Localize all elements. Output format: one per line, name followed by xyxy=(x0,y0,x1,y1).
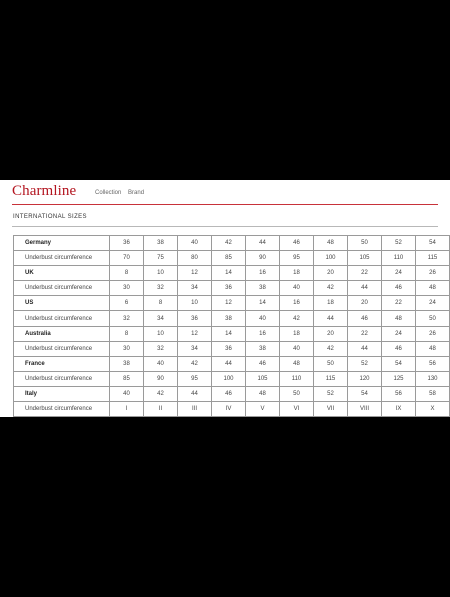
size-cell: 24 xyxy=(382,266,416,281)
size-cell: 50 xyxy=(280,386,314,401)
size-cell: 40 xyxy=(144,356,178,371)
size-cell: 8 xyxy=(110,326,144,341)
size-cell: V xyxy=(246,402,280,417)
country-size-row xyxy=(14,356,450,371)
size-cell: 42 xyxy=(212,236,246,251)
size-table xyxy=(13,235,450,417)
size-cell: 46 xyxy=(382,341,416,356)
size-cell: 20 xyxy=(348,296,382,311)
size-cell: 26 xyxy=(416,326,450,341)
country-label: Germany xyxy=(14,236,110,251)
measurement-label: Underbust circumference xyxy=(14,341,110,356)
measurement-label: Underbust circumference xyxy=(14,371,110,386)
size-cell: 22 xyxy=(382,296,416,311)
size-cell: 36 xyxy=(110,236,144,251)
size-cell: 40 xyxy=(110,386,144,401)
size-cell: 120 xyxy=(348,371,382,386)
top-nav xyxy=(95,190,149,196)
size-cell: 58 xyxy=(416,386,450,401)
measurement-row xyxy=(14,311,450,326)
size-cell: 40 xyxy=(178,236,212,251)
size-cell: 50 xyxy=(314,356,348,371)
size-cell: 10 xyxy=(144,266,178,281)
size-cell: 46 xyxy=(212,386,246,401)
measurement-row xyxy=(14,251,450,266)
country-label: US xyxy=(14,296,110,311)
size-cell: 50 xyxy=(416,311,450,326)
size-cell: 16 xyxy=(280,296,314,311)
size-cell: 85 xyxy=(212,251,246,266)
size-cell: 115 xyxy=(314,371,348,386)
measurement-row xyxy=(14,341,450,356)
size-cell: 48 xyxy=(280,356,314,371)
size-cell: X xyxy=(416,402,450,417)
size-cell: VIII xyxy=(348,402,382,417)
size-cell: 75 xyxy=(144,251,178,266)
size-cell: 48 xyxy=(314,236,348,251)
size-cell: 14 xyxy=(246,296,280,311)
measurement-label: Underbust circumference xyxy=(14,281,110,296)
size-cell: 42 xyxy=(314,281,348,296)
size-cell: 54 xyxy=(416,236,450,251)
size-cell: 42 xyxy=(144,386,178,401)
size-cell: 20 xyxy=(314,326,348,341)
size-cell: 42 xyxy=(280,311,314,326)
size-cell: 30 xyxy=(110,281,144,296)
size-cell: VII xyxy=(314,402,348,417)
size-cell: 38 xyxy=(246,341,280,356)
measurement-label: Underbust circumference xyxy=(14,402,110,417)
size-cell: 48 xyxy=(416,341,450,356)
header xyxy=(12,183,438,203)
size-cell: 56 xyxy=(382,386,416,401)
measurement-label: Underbust circumference xyxy=(14,251,110,266)
size-cell: 90 xyxy=(246,251,280,266)
measurement-label: Underbust circumference xyxy=(14,311,110,326)
size-cell: 125 xyxy=(382,371,416,386)
size-cell: 36 xyxy=(212,341,246,356)
size-cell: 44 xyxy=(348,281,382,296)
size-cell: 26 xyxy=(416,266,450,281)
size-cell: 48 xyxy=(416,281,450,296)
size-cell: 56 xyxy=(416,356,450,371)
size-cell: 18 xyxy=(314,296,348,311)
size-cell: 30 xyxy=(110,341,144,356)
size-cell: 36 xyxy=(178,311,212,326)
size-cell: 54 xyxy=(348,386,382,401)
size-cell: 6 xyxy=(110,296,144,311)
size-cell: 110 xyxy=(280,371,314,386)
measurement-row xyxy=(14,281,450,296)
size-cell: 44 xyxy=(178,386,212,401)
size-cell: 14 xyxy=(212,266,246,281)
size-cell: 46 xyxy=(280,236,314,251)
size-cell: 130 xyxy=(416,371,450,386)
measurement-row xyxy=(14,371,450,386)
size-cell: 42 xyxy=(314,341,348,356)
size-cell: 110 xyxy=(382,251,416,266)
size-cell: 115 xyxy=(416,251,450,266)
size-cell: 48 xyxy=(246,386,280,401)
size-cell: 14 xyxy=(212,326,246,341)
size-cell: 8 xyxy=(110,266,144,281)
section-title: INTERNATIONAL SIZES xyxy=(13,214,87,220)
size-cell: 90 xyxy=(144,371,178,386)
size-cell: 32 xyxy=(144,281,178,296)
size-cell: VI xyxy=(280,402,314,417)
size-cell: 44 xyxy=(212,356,246,371)
brand-logo[interactable]: Charmline xyxy=(12,183,77,199)
size-cell: 10 xyxy=(178,296,212,311)
size-cell: 22 xyxy=(348,326,382,341)
size-cell: 12 xyxy=(178,326,212,341)
size-cell: 52 xyxy=(382,236,416,251)
size-cell: 44 xyxy=(348,341,382,356)
measurement-row xyxy=(14,402,450,417)
size-cell: 24 xyxy=(382,326,416,341)
header-divider xyxy=(12,204,438,205)
country-size-row xyxy=(14,326,450,341)
size-cell: 8 xyxy=(144,296,178,311)
size-cell: 36 xyxy=(212,281,246,296)
size-cell: 44 xyxy=(246,236,280,251)
size-cell: 44 xyxy=(314,311,348,326)
size-cell: 34 xyxy=(178,281,212,296)
size-cell: 85 xyxy=(110,371,144,386)
size-cell: 46 xyxy=(382,281,416,296)
size-cell: 46 xyxy=(348,311,382,326)
size-cell: 52 xyxy=(348,356,382,371)
country-label: UK xyxy=(14,266,110,281)
size-cell: 54 xyxy=(382,356,416,371)
size-cell: 34 xyxy=(144,311,178,326)
size-cell: 100 xyxy=(212,371,246,386)
nav-item-brand[interactable]: Brand xyxy=(128,190,145,196)
size-cell: 38 xyxy=(212,311,246,326)
size-cell: 12 xyxy=(178,266,212,281)
size-cell: II xyxy=(144,402,178,417)
size-cell: 38 xyxy=(144,236,178,251)
size-cell: III xyxy=(178,402,212,417)
size-cell: 105 xyxy=(246,371,280,386)
size-cell: 12 xyxy=(212,296,246,311)
size-chart-page xyxy=(0,180,450,417)
size-cell: 20 xyxy=(314,266,348,281)
country-label: Italy xyxy=(14,386,110,401)
nav-item-collection[interactable]: Collection xyxy=(95,190,122,196)
country-size-row xyxy=(14,236,450,251)
size-cell: 100 xyxy=(314,251,348,266)
size-cell: 52 xyxy=(314,386,348,401)
country-label: France xyxy=(14,356,110,371)
size-cell: 32 xyxy=(110,311,144,326)
size-cell: 105 xyxy=(348,251,382,266)
country-size-row xyxy=(14,296,450,311)
size-cell: 95 xyxy=(178,371,212,386)
size-cell: 70 xyxy=(110,251,144,266)
size-cell: 18 xyxy=(280,266,314,281)
size-cell: 22 xyxy=(348,266,382,281)
size-cell: 16 xyxy=(246,326,280,341)
country-size-row xyxy=(14,386,450,401)
size-cell: 42 xyxy=(178,356,212,371)
size-cell: 80 xyxy=(178,251,212,266)
size-cell: 38 xyxy=(246,281,280,296)
size-cell: 24 xyxy=(416,296,450,311)
size-cell: 32 xyxy=(144,341,178,356)
country-label: Australia xyxy=(14,326,110,341)
size-cell: 40 xyxy=(246,311,280,326)
size-cell: 40 xyxy=(280,281,314,296)
size-cell: 95 xyxy=(280,251,314,266)
size-cell: 46 xyxy=(246,356,280,371)
size-cell: 10 xyxy=(144,326,178,341)
size-cell: IV xyxy=(212,402,246,417)
size-cell: 18 xyxy=(280,326,314,341)
size-cell: I xyxy=(110,402,144,417)
size-cell: 16 xyxy=(246,266,280,281)
size-cell: 48 xyxy=(382,311,416,326)
size-cell: 34 xyxy=(178,341,212,356)
size-cell: 38 xyxy=(110,356,144,371)
section-divider xyxy=(12,226,438,227)
size-cell: IX xyxy=(382,402,416,417)
country-size-row xyxy=(14,266,450,281)
size-cell: 40 xyxy=(280,341,314,356)
size-cell: 50 xyxy=(348,236,382,251)
